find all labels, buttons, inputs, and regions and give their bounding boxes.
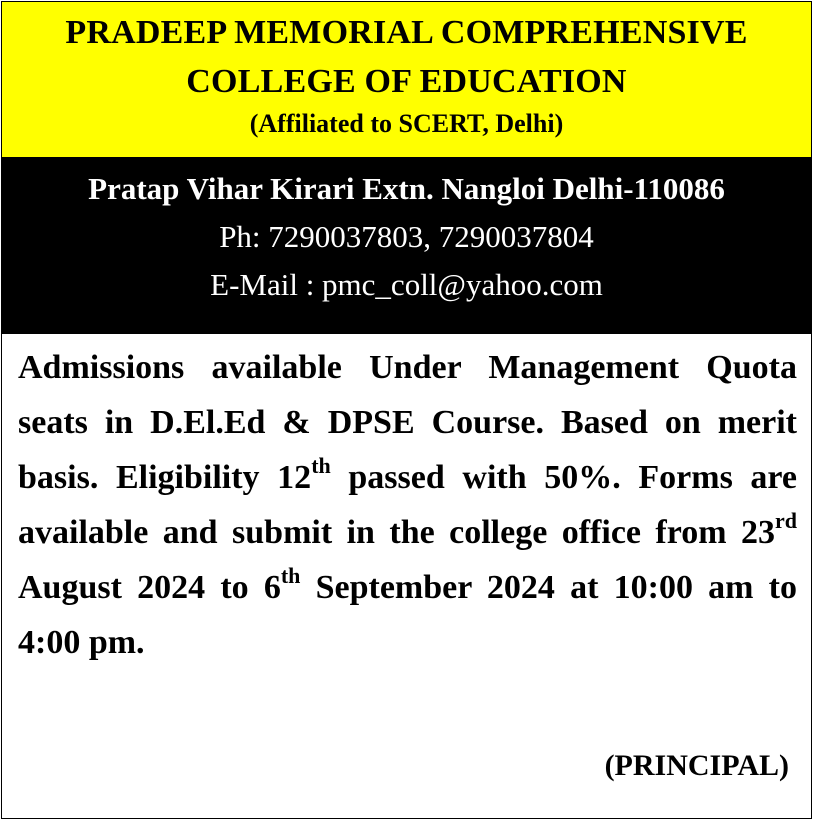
notice-text-part-1: Admissions available Under Management Quota seats in D.El.Ed & DPSE Course. Based on merit basis. Eligibility 12 — [18, 349, 797, 496]
superscript-th: th — [311, 453, 331, 478]
contact-block — [2, 158, 811, 334]
admission-notice — [1, 1, 812, 819]
notice-text-part-3: August 2024 to 6 — [18, 569, 281, 606]
notice-text-part-4: September 2024 at 10:00 am to 4:00 pm. — [18, 569, 797, 661]
email-address: E-Mail : pmc_coll@yahoo.com — [210, 267, 603, 302]
phone-numbers: Ph: 7290037803, 7290037804 — [219, 219, 594, 254]
college-name-line-2: COLLEGE OF EDUCATION — [186, 63, 627, 100]
notice-body — [2, 334, 811, 670]
superscript-th-2: th — [280, 563, 301, 588]
superscript-rd: rd — [775, 508, 797, 533]
principal-signature: (PRINCIPAL) — [604, 749, 789, 782]
address: Pratap Vihar Kirari Extn. Nangloi Delhi-110086 — [88, 171, 725, 206]
notice-text-part-2: passed with 50%. Forms are available and submit in the college office from 23 — [18, 459, 798, 551]
college-name-line-1: PRADEEP MEMORIAL COMPREHENSIVE — [65, 14, 748, 51]
college-header — [2, 2, 811, 158]
affiliation: (Affiliated to SCERT, Delhi) — [249, 109, 564, 138]
